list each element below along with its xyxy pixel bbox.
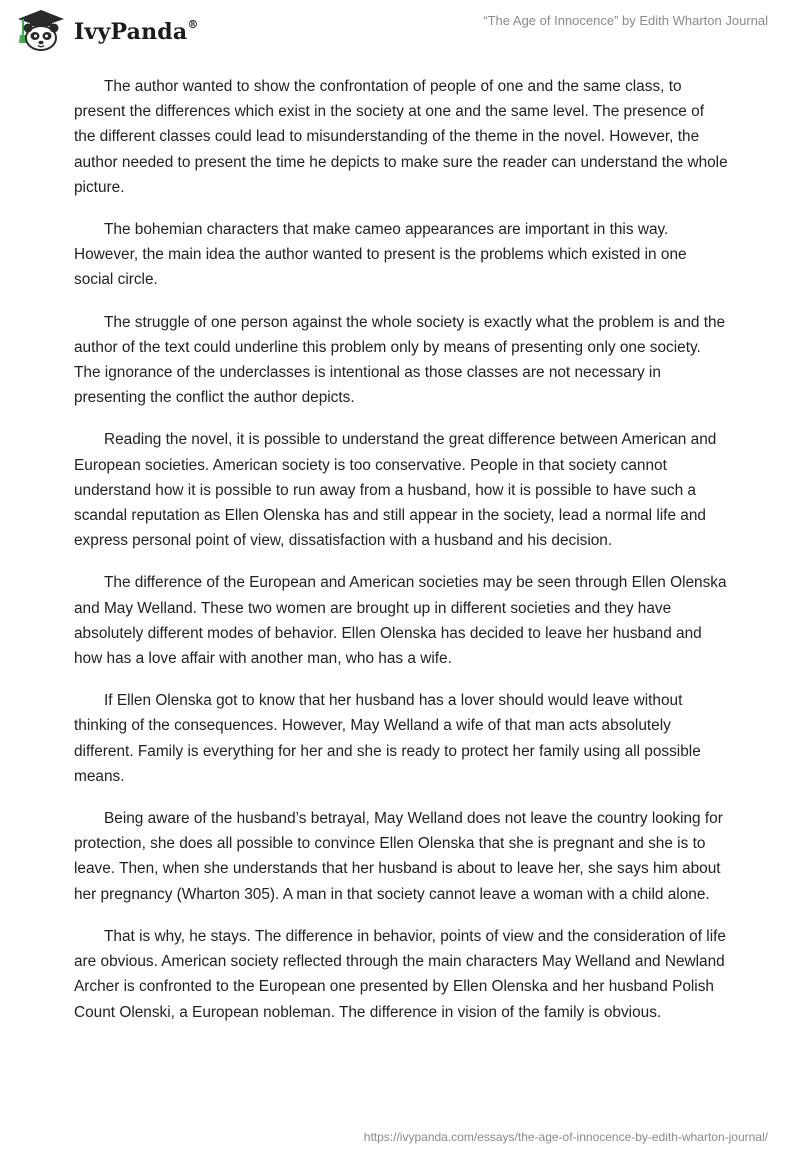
source-url[interactable]: https://ivypanda.com/essays/the-age-of-innocence-by-edith-wharton-journal/: [363, 1130, 768, 1144]
paragraph: If Ellen Olenska got to know that her husband has a lover should would leave without thinking of the consequences. However, May Welland a wife of that man acts absolutely different. Family is everything for her and she is ready to protect her family using all possible means.: [74, 692, 701, 785]
essay-body: [74, 74, 728, 1042]
paragraph: That is why, he stays. The difference in behavior, points of view and the consideration of life are obvious. American society reflected through the main characters May Welland and Newland Archer is confronted to the European one presented by Ellen Olenska and her husband Polish Count Olenski, a European nobleman. The difference in vision of the family is obvious.: [74, 927, 726, 1021]
panda-graduation-cap-icon: [14, 8, 68, 52]
paragraph: The author wanted to show the confrontation of people of one and the same class, to present the differences which exist in the society at one and the same level. The presence of the different classes could lead to misunderstanding of the theme in the novel. However, the author needed to present the time he depicts to make sure the reader can understand the whole picture.: [74, 78, 728, 196]
registered-mark: ®: [187, 17, 199, 31]
paragraph: Reading the novel, it is possible to understand the great difference between American and European societies. American society is too conservative. People in that society cannot understand how it is possible to run away from a husband, how it is possible to have such a scandal reputation as Ellen Olenska has and still appear in the society, lead a normal life and express personal point of view, dissatisfaction with a husband and his decision.: [74, 431, 717, 550]
document-title: “The Age of Innocence” by Edith Wharton Journal: [483, 13, 768, 28]
paragraph: Being aware of the husband’s betrayal, May Welland does not leave the country looking for protection, she does all possible to convince Ellen Olenska that she is pregnant and she is to leave. Then, when she understands that her husband is about to leave her, she says him about her pregnancy (Wharton 305). A man in that society cannot leave a woman with a child alone.: [74, 810, 723, 903]
paragraph: The difference of the European and American societies may be seen through Ellen Olenska and May Welland. These two women are brought up in different societies and they have absolutely different modes of behavior. Ellen Olenska has decided to leave her husband and how has a love affair with another man, who has a wife.: [74, 574, 727, 668]
paragraph: The struggle of one person against the whole society is exactly what the problem is and the author of the text could underline this problem only by means of presenting only one society. The ignorance of the underclasses is intentional as those classes are not necessary in presenting the conflict the author depicts.: [74, 313, 726, 407]
paragraph: The bohemian characters that make cameo appearances are important in this way. However, the main idea the author wanted to present is the problems which existed in one social circle.: [74, 221, 687, 289]
ivypanda-logo[interactable]: [14, 8, 199, 52]
brand-name: IvyPanda®: [74, 17, 199, 45]
page-header: [0, 0, 800, 60]
